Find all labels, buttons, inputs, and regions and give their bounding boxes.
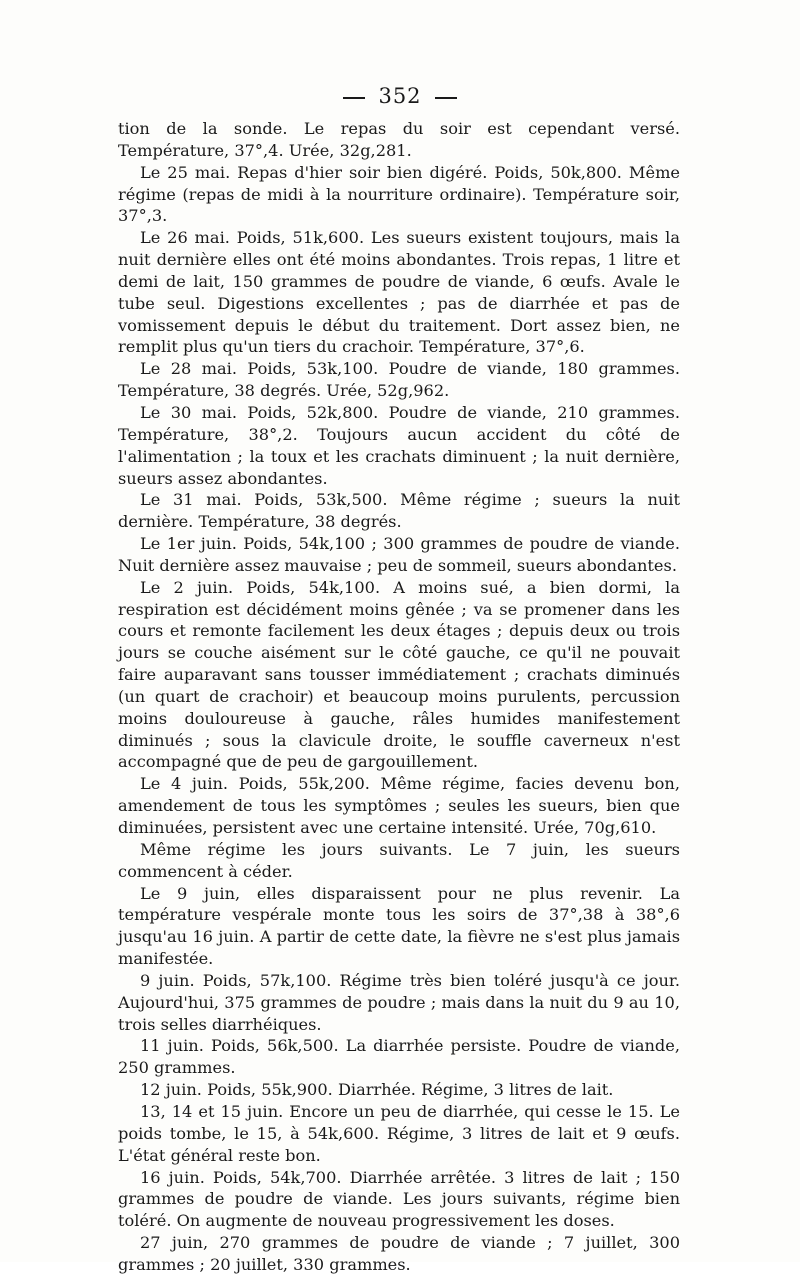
paragraph: Le 26 mai. Poids, 51k,600. Les sueurs existent toujours, mais la nuit dernière elles ont été moins abondantes. Trois repas, 1 litre et demi de lait, 150 grammes de poudre de viande, 6 œufs. Avale le tube seul. Digestions excellentes ; pas de diarrhée et pas de vomissement depuis le début du traitement. Dort assez bien, ne remplit plus qu'un tiers du crachoir. Température, 37°,6. (118, 228, 680, 357)
paragraph: Le 31 mai. Poids, 53k,500. Même régime ; sueurs la nuit dernière. Température, 38 degrés. (118, 490, 680, 532)
paragraph: tion de la sonde. Le repas du soir est cependant versé. Température, 37°,4. Urée, 32g,281. (118, 119, 680, 160)
paragraph: 9 juin. Poids, 57k,100. Régime très bien toléré jusqu'à ce jour. Aujourd'hui, 375 grammes de poudre ; mais dans la nuit du 9 au 10, trois selles diarrhéiques. (118, 970, 680, 1034)
paragraph: Le 4 juin. Poids, 55k,200. Même régime, facies devenu bon, amendement de tous les symptômes ; seules les sueurs, bien que diminuées, persistent avec une certaine intensité. Urée, 70g,610. (118, 774, 680, 837)
paragraph: Le 2 juin. Poids, 54k,100. A moins sué, a bien dormi, la respiration est décidément moins gênée ; va se promener dans les cours et remonte facilement les deux étages ; depuis deux ou trois jours se couche aisément sur le côté gauche, ce qu'il ne pouvait faire auparavant sans tousser immédiatement ; crachats diminués (un quart de crachoir) et beaucoup moins purulents, percussion moins douloureuse à gauche, râles humides manifestement diminués ; sous la clavicule droite, le souffle caverneux n'est accompagné que de peu de gargouillement. (118, 577, 680, 772)
paragraph: Le 25 mai. Repas d'hier soir bien digéré. Poids, 50k,800. Même régime (repas de midi à la nourriture ordinaire). Température soir, 37°,3. (118, 162, 680, 226)
paragraph: Le 9 juin, elles disparaissent pour ne plus revenir. La température vespérale monte tous les soirs de 37°,38 à 38°,6 jusqu'au 16 juin. A partir de cette date, la fièvre ne s'est plus jamais manifestée. (118, 883, 680, 969)
header-dash-right (435, 97, 457, 99)
paragraph: Le 28 mai. Poids, 53k,100. Poudre de viande, 180 grammes. Température, 38 degrés. Urée, 52g,962. (118, 359, 680, 401)
page-number: 352 (378, 84, 422, 108)
paragraph: 11 juin. Poids, 56k,500. La diarrhée persiste. Poudre de viande, 250 grammes. (118, 1036, 680, 1078)
paragraph: 13, 14 et 15 juin. Encore un peu de diarrhée, qui cesse le 15. Le poids tombe, le 15, à 54k,600. Régime, 3 litres de lait et 9 œufs. L'état général reste bon. (118, 1101, 680, 1165)
paragraph: Le 1er juin. Poids, 54k,100 ; 300 grammes de poudre de viande. Nuit dernière assez mauvaise ; peu de sommeil, sueurs abondantes. (118, 534, 680, 575)
paragraph: Le 30 mai. Poids, 52k,800. Poudre de viande, 210 grammes. Température, 38°,2. Toujours aucun accident du côté de l'alimentation ; la toux et les crachats diminuent ; la nuit dernière, sueurs assez abondantes. (118, 402, 680, 488)
paragraph: 27 juin, 270 grammes de poudre de viande ; 7 juillet, 300 grammes ; 20 juillet, 330 grammes. (118, 1233, 680, 1274)
paragraph: Même régime les jours suivants. Le 7 juin, les sueurs commencent à céder. (118, 839, 680, 881)
page-header (0, 84, 800, 108)
body-text (118, 118, 680, 1276)
paragraph: 16 juin. Poids, 54k,700. Diarrhée arrêtée. 3 litres de lait ; 150 grammes de poudre de viande. Les jours suivants, régime bien toléré. On augmente de nouveau progressivement les doses. (118, 1167, 680, 1231)
header-dash-left (343, 97, 365, 99)
paragraph: 12 juin. Poids, 55k,900. Diarrhée. Régime, 3 litres de lait. (140, 1080, 614, 1100)
